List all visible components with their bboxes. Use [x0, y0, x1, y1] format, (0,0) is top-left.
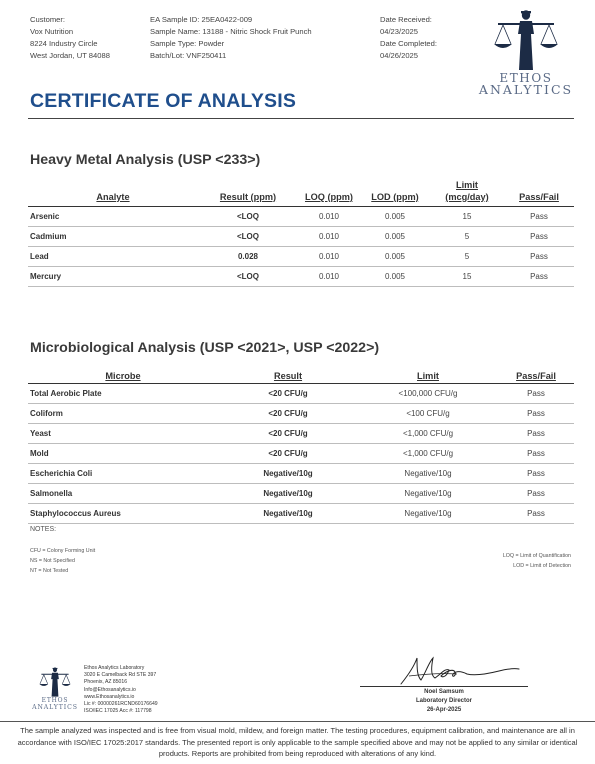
- limit-value: Negative/10g: [358, 503, 498, 523]
- table-header-row: [28, 364, 574, 383]
- sample-id: EA Sample ID: 25EA0422-009: [150, 15, 253, 24]
- abbreviations-right: [503, 551, 571, 571]
- abbreviation-loq: LOQ = Limit of Quantification: [502, 553, 571, 559]
- table-row: [28, 503, 574, 523]
- batch-lot: Batch/Lot: VNF250411: [150, 51, 227, 60]
- lab-license: Lic #: 00000261RCND60176649: [84, 701, 158, 708]
- column-header-analyte: Analyte: [28, 176, 198, 206]
- pass-fail-value: Pass: [498, 383, 574, 403]
- microbe-name: Coliform: [28, 403, 218, 423]
- limit-value: 15: [430, 206, 504, 226]
- date-received: 04/23/2025: [380, 27, 419, 36]
- table-row: [28, 483, 574, 503]
- column-header-result: Result (ppm): [198, 176, 298, 206]
- microbiological-table: [28, 364, 574, 524]
- table-row: [28, 246, 574, 266]
- table-row: [28, 463, 574, 483]
- lod-value: 0.005: [360, 226, 430, 246]
- limit-value: <1,000 CFU/g: [358, 443, 498, 463]
- abbreviation-ns: NS = Not Specified: [30, 558, 75, 564]
- loq-value: 0.010: [298, 266, 360, 286]
- lod-value: 0.005: [360, 206, 430, 226]
- result-value: <LOQ: [198, 206, 298, 226]
- microbe-name: Yeast: [28, 423, 218, 443]
- microbe-name: Salmonella: [28, 483, 218, 503]
- date-received-label: Date Received:: [380, 15, 432, 24]
- pass-fail-value: Pass: [504, 246, 574, 266]
- limit-value: <100 CFU/g: [358, 403, 498, 423]
- column-header-limit: Limit (mcg/day): [430, 176, 504, 206]
- result-value: Negative/10g: [218, 483, 358, 503]
- table-row: [28, 226, 574, 246]
- heavy-metal-table: [28, 176, 574, 287]
- pass-fail-value: Pass: [498, 483, 574, 503]
- limit-value: Negative/10g: [358, 463, 498, 483]
- customer-address-line1: 8224 Industry Circle: [30, 39, 98, 48]
- logo-text-analytics: ANALYTICS: [478, 82, 574, 97]
- microbe-name: Staphylococcus Aureus: [28, 503, 218, 523]
- pass-fail-value: Pass: [504, 266, 574, 286]
- date-completed: 04/26/2025: [380, 51, 419, 60]
- lab-contact-info: [84, 665, 158, 715]
- column-header-limit: Limit: [358, 364, 498, 383]
- lab-street: 3020 E Camelback Rd STE 397: [84, 672, 157, 679]
- pass-fail-value: Pass: [504, 206, 574, 226]
- page-title: CERTIFICATE OF ANALYSIS: [30, 90, 297, 112]
- microbe-name: Escherichia Coli: [28, 463, 218, 483]
- loq-value: 0.010: [298, 226, 360, 246]
- customer-label: Customer:: [30, 15, 66, 24]
- loq-value: 0.010: [298, 206, 360, 226]
- pass-fail-value: Pass: [498, 463, 574, 483]
- result-value: <20 CFU/g: [218, 403, 358, 423]
- column-header-pass-fail: Pass/Fail: [498, 364, 574, 383]
- pass-fail-value: Pass: [504, 226, 574, 246]
- result-value: <20 CFU/g: [218, 443, 358, 463]
- analyte-name: Cadmium: [28, 226, 198, 246]
- column-header-pass-fail: Pass/Fail: [504, 176, 574, 206]
- abbreviation-nt: NT = Not Tested: [30, 568, 69, 574]
- pass-fail-value: Pass: [498, 403, 574, 423]
- title-divider: [28, 118, 574, 119]
- table-row: [28, 443, 574, 463]
- sample-name: Sample Name: 13188 - Nitric Shock Fruit Punch: [150, 27, 312, 36]
- column-header-microbe: Microbe: [28, 364, 218, 383]
- lab-website: www.Ethosanalytics.io: [84, 693, 135, 700]
- result-value: <20 CFU/g: [218, 383, 358, 403]
- lab-email: Info@Ethosanalytics.io: [84, 686, 136, 693]
- notes-label: NOTES:: [30, 526, 57, 533]
- signatory-name: Noel Samsum: [424, 689, 464, 695]
- signatory-block: [360, 688, 528, 715]
- result-value: <20 CFU/g: [218, 423, 358, 443]
- analyte-name: Arsenic: [28, 206, 198, 226]
- ethos-analytics-footer-logo: [30, 666, 80, 711]
- result-value: <LOQ: [198, 266, 298, 286]
- customer-address-line2: West Jordan, UT 84088: [30, 51, 110, 60]
- limit-value: 15: [430, 266, 504, 286]
- microbe-name: Total Aerobic Plate: [28, 383, 218, 403]
- column-header-loq: LOQ (ppm): [298, 176, 360, 206]
- heavy-metal-title: Heavy Metal Analysis (USP <233>): [30, 152, 261, 168]
- table-row: [28, 383, 574, 403]
- limit-value: <1,000 CFU/g: [358, 423, 498, 443]
- director-signature: [395, 654, 525, 688]
- microbe-name: Mold: [28, 443, 218, 463]
- limit-value: 5: [430, 246, 504, 266]
- sample-type: Sample Type: Powder: [150, 39, 225, 48]
- footer-divider: [0, 721, 595, 722]
- pass-fail-value: Pass: [498, 443, 574, 463]
- date-completed-label: Date Completed:: [380, 39, 437, 48]
- abbreviation-cfu: CFU = Colony Forming Unit: [30, 548, 96, 554]
- lod-value: 0.005: [360, 246, 430, 266]
- column-header-result: Result: [218, 364, 358, 383]
- analyte-name: Mercury: [28, 266, 198, 286]
- loq-value: 0.010: [298, 246, 360, 266]
- logo-text-ethos: ETHOS: [499, 71, 553, 85]
- result-value: Negative/10g: [218, 503, 358, 523]
- date-info: [380, 14, 437, 62]
- signature-line: [360, 686, 528, 687]
- table-row: [28, 403, 574, 423]
- pass-fail-value: Pass: [498, 503, 574, 523]
- abbreviation-lod: LOD = Limit of Detection: [513, 563, 571, 569]
- signatory-role: Laboratory Director: [415, 698, 472, 704]
- signature-date: 26-Apr-2025: [426, 707, 462, 713]
- customer-name: Vox Nutrition: [30, 27, 74, 36]
- result-value: Negative/10g: [218, 463, 358, 483]
- lab-city: Phoenix, AZ 85016: [84, 679, 128, 686]
- pass-fail-value: Pass: [498, 423, 574, 443]
- logo-text-analytics: ANALYTICS: [32, 704, 78, 711]
- limit-value: Negative/10g: [358, 483, 498, 503]
- table-row: [28, 206, 574, 226]
- scales-of-justice-icon: [491, 8, 561, 72]
- ethos-analytics-logo: [476, 8, 576, 112]
- lab-accreditation: ISO/IEC 17025 Acc #: 117798: [84, 708, 152, 715]
- sample-info: [150, 14, 312, 62]
- lab-name: Ethos Analytics Laboratory: [84, 665, 145, 671]
- result-value: 0.028: [198, 246, 298, 266]
- column-header-lod: LOD (ppm): [360, 176, 430, 206]
- limit-value: 5: [430, 226, 504, 246]
- table-row: [28, 423, 574, 443]
- scales-of-justice-icon: [38, 666, 72, 698]
- table-header-row: [28, 176, 574, 206]
- logo-text-ethos: ETHOS: [41, 697, 69, 704]
- abbreviations-left: [30, 546, 95, 576]
- limit-value: <100,000 CFU/g: [358, 383, 498, 403]
- result-value: <LOQ: [198, 226, 298, 246]
- disclaimer-text: The sample analyzed was inspected and is free from visual mold, mildew, and foreign matter. The testing procedures, equipment calibration, and maintenance are all in accordance with ISO/IEC 17025:2017 standards. The presented report is only applicable to the sample specified above and may not be applied to any similar or identical products. Reports are prohibited from being reproduced with alterations of any kind.: [17, 726, 578, 758]
- analyte-name: Lead: [28, 246, 198, 266]
- customer-info: [30, 14, 110, 62]
- microbiological-title: Microbiological Analysis (USP <2021>, USP <2022>): [30, 340, 380, 356]
- table-row: [28, 266, 574, 286]
- lod-value: 0.005: [360, 266, 430, 286]
